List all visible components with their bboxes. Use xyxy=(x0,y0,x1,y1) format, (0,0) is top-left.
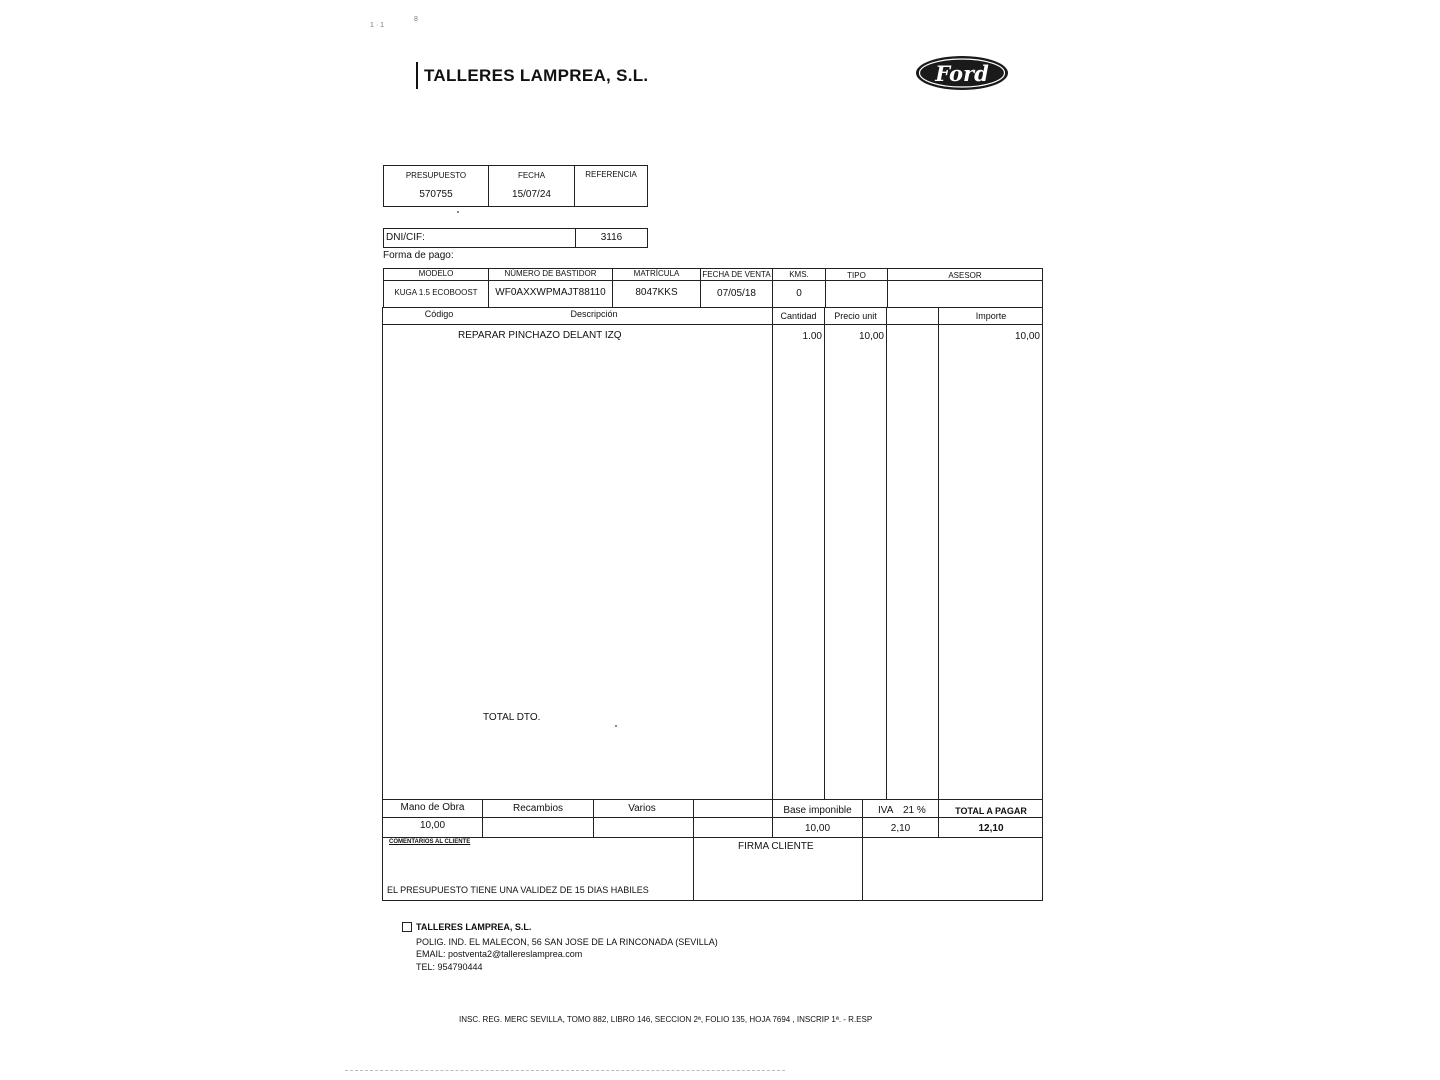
bastidor-value: WF0AXXWPMAJT88110 xyxy=(495,287,606,298)
firma-label: FIRMA CLIENTE xyxy=(738,841,814,852)
matricula-label: MATRÍCULA xyxy=(633,269,680,278)
line-precio: 10,00 xyxy=(858,331,884,342)
address-tel: TEL: 954790444 xyxy=(416,962,483,972)
varios-label: Varios xyxy=(628,803,656,814)
modelo-value: KUGA 1.5 ECOBOOST xyxy=(394,288,478,297)
matricula-value: 8047KKS xyxy=(635,287,678,298)
fecha-value: 15/07/24 xyxy=(512,189,551,200)
corner-mark: 1 · 1 xyxy=(370,22,385,29)
validez-text: EL PRESUPUESTO TIENE UNA VALIDEZ DE 15 DIAS HABILES xyxy=(387,885,649,895)
precio-header: Precio unit xyxy=(834,311,877,321)
comentarios-label: COMENTARIOS AL CLIENTE xyxy=(389,839,471,845)
kms-label: KMS. xyxy=(789,270,809,279)
checkbox xyxy=(402,922,412,932)
kms-value: 0 xyxy=(796,288,802,299)
descripcion-header: Descripción xyxy=(570,309,618,319)
iva-pct: 21 % xyxy=(903,805,926,816)
base-value: 10,00 xyxy=(804,823,831,834)
presupuesto-value: 570755 xyxy=(419,189,453,200)
header-bar xyxy=(416,62,418,89)
modelo-label: MODELO xyxy=(418,269,454,278)
address-line1: POLIG. IND. EL MALECON, 56 SAN JOSE DE LA RINCONADA (SEVILLA) xyxy=(416,937,718,947)
address-email: EMAIL: postventa2@tallereslamprea.com xyxy=(416,949,583,959)
line-importe: 10,00 xyxy=(1014,331,1040,342)
fecha-venta-value: 07/05/18 xyxy=(717,288,756,299)
registry-text: INSC. REG. MERC SEVILLA, TOMO 882, LIBRO 146, SECCION 2ª, FOLIO 135, HOJA 7694 , INSCRIP 1ª. - R.ESP xyxy=(459,1015,873,1024)
iva-value: 2,10 xyxy=(890,823,911,834)
dni-label: DNI/CIF: xyxy=(386,232,425,243)
forma-pago-label: Forma de pago: xyxy=(383,250,454,261)
tipo-label: TIPO xyxy=(847,271,866,280)
referencia-label: REFERENCIA xyxy=(585,170,637,179)
ford-logo xyxy=(914,54,1010,92)
bastidor-label: NÚMERO DE BASTIDOR xyxy=(504,269,597,278)
cantidad-header: Cantidad xyxy=(780,311,817,321)
dni-value: 3116 xyxy=(600,232,623,243)
total-label: TOTAL A PAGAR xyxy=(955,806,1027,816)
total-value: 12,10 xyxy=(978,823,1004,834)
corner-mark: 8 xyxy=(414,16,418,23)
importe-header: Importe xyxy=(975,311,1007,321)
recambios-label: Recambios xyxy=(512,803,564,814)
asesor-label: ASESOR xyxy=(948,271,982,280)
base-label: Base imponible xyxy=(783,805,852,816)
line-cantidad: 1.00 xyxy=(802,331,822,342)
presupuesto-label: PRESUPUESTO xyxy=(405,171,467,180)
svg-text:Ford: Ford xyxy=(935,61,989,86)
lines-table xyxy=(382,307,1043,800)
mano-obra-label: Mano de Obra xyxy=(400,802,465,813)
line-descripcion: REPARAR PINCHAZO DELANT IZQ xyxy=(458,330,622,341)
total-dto-label: TOTAL DTO. xyxy=(483,712,541,723)
fecha-venta-label: FECHA DE VENTA xyxy=(702,270,771,279)
codigo-header: Código xyxy=(424,309,454,319)
company-name: TALLERES LAMPREA, S.L. xyxy=(424,66,649,85)
fecha-label: FECHA xyxy=(517,171,546,180)
address-name: TALLERES LAMPREA, S.L. xyxy=(416,922,532,932)
iva-label: IVA xyxy=(878,805,894,816)
mano-obra-value: 10,00 xyxy=(419,820,446,831)
